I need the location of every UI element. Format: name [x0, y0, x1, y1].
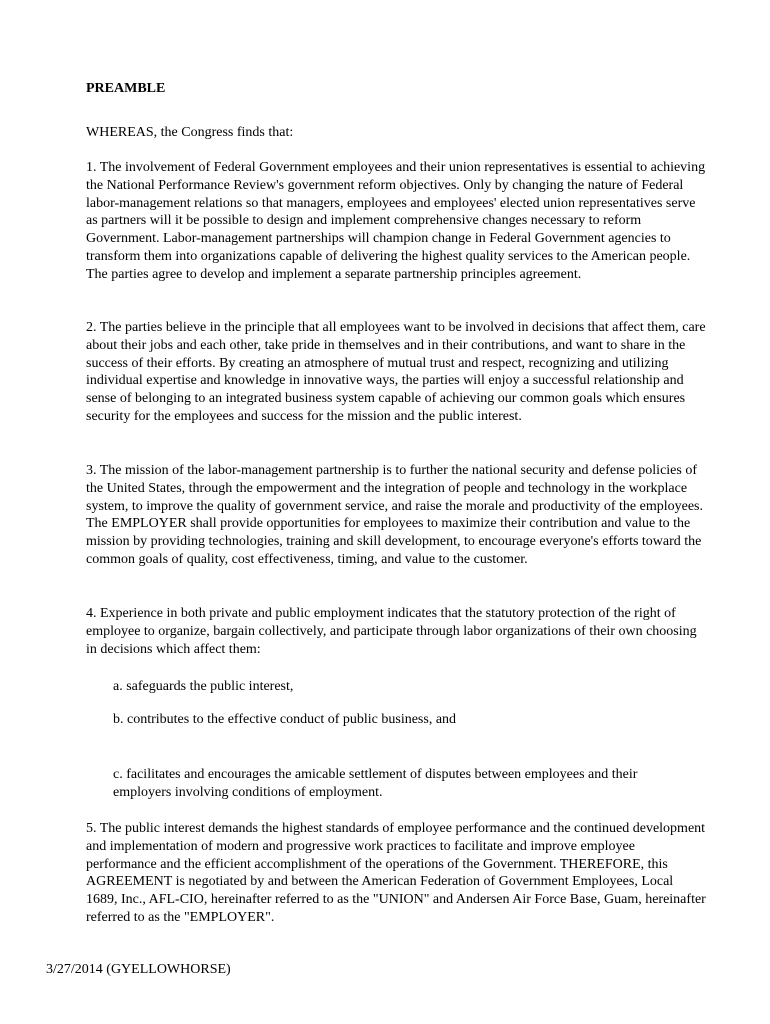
page-footer: 3/27/2014 (GYELLOWHORSE) [46, 962, 231, 977]
list-item-a: a. safeguards the public interest, [113, 679, 294, 694]
paragraph-3: 3. The mission of the labor-management partnership is to further the national security and defense policies of the United States, through the empowerment and the integration of people and technology in the workplace system, to improve the quality of government service, and raise the morale and productivity of the employees. The EMPLOYER shall provide opportunities for employees to maximize their contribution and value to the mission by providing technologies, training and skill development, to encourage everyone's efforts toward the common goals of quality, cost effectiveness, timing, and value to the customer. [86, 463, 703, 567]
page-title: PREAMBLE [86, 81, 166, 96]
intro-text: WHEREAS, the Congress finds that: [86, 125, 294, 140]
paragraph-4: 4. Experience in both private and public employment indicates that the statutory protection of the right of employee to organize, bargain collectively, and participate through labor organizations of their own choosing in decisions which affect them: [86, 606, 697, 657]
list-item-c: c. facilitates and encourages the amicable settlement of disputes between employees and their employers involving conditions of employment. [113, 767, 638, 800]
paragraph-1: 1. The involvement of Federal Government employees and their union representatives is essential to achieving the National Performance Review's government reform objectives. Only by changing the nature of Federal labor-management relations so that managers, employees and employees' elected union representatives serve as partners will it be possible to design and implement comprehensive changes necessary to reform Government. Labor-management partnerships will champion change in Federal Government agencies to transform them into organizations capable of delivering the highest quality services to the American people. The parties agree to develop and implement a separate partnership principles agreement. [86, 160, 706, 282]
paragraph-2: 2. The parties believe in the principle that all employees want to be involved in decisions that affect them, care about their jobs and each other, take pride in themselves and in their contributions, and want to share in the success of their efforts. By creating an atmosphere of mutual trust and respect, recognizing and utilizing individual expertise and knowledge in innovative ways, the parties will enjoy a successful relationship and sense of belonging to an integrated business system capable of achieving our common goals which ensures security for the employees and success for the mission and the public interest. [86, 320, 706, 424]
paragraph-5: 5. The public interest demands the highest standards of employee performance and the continued development and implementation of modern and progressive work practices to facilitate and improve employee performance and the efficient accomplishment of the operations of the Government. THEREFORE, this AGREEMENT is negotiated by and between the American Federation of Government Employees, Local 1689, Inc., AFL-CIO, hereinafter referred to as the "UNION" and Andersen Air Force Base, Guam, hereinafter referred to as the "EMPLOYER". [86, 821, 706, 925]
list-item-b: b. contributes to the effective conduct of public business, and [113, 712, 457, 727]
